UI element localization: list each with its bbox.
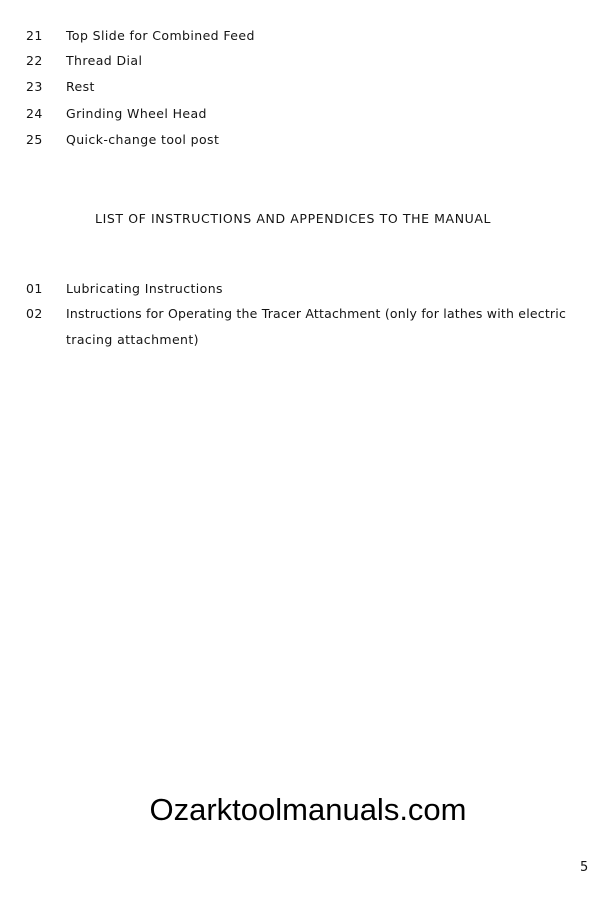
item-number: 21 xyxy=(26,28,43,43)
item-number: 02 xyxy=(26,306,43,321)
item-text: Instructions for Operating the Tracer Attachment (only for lathes with electric xyxy=(66,306,567,321)
item-number: 24 xyxy=(26,106,43,121)
item-number: 25 xyxy=(26,132,43,147)
item-text: Quick-change tool post xyxy=(66,132,220,147)
item-text: Top Slide for Combined Feed xyxy=(66,28,255,43)
item-text: Rest xyxy=(66,79,95,94)
page-number: 5 xyxy=(580,860,589,875)
item-text: Thread Dial xyxy=(66,53,143,68)
item-number: 23 xyxy=(26,79,43,94)
item-number: 01 xyxy=(26,281,43,296)
item-number: 22 xyxy=(26,53,43,68)
watermark: Ozarktoolmanuals.com xyxy=(149,792,467,827)
item-text: Lubricating Instructions xyxy=(66,281,223,296)
section-heading: LIST OF INSTRUCTIONS AND APPENDICES TO THE MANUAL xyxy=(95,211,492,226)
item-text-continuation: tracing attachment) xyxy=(66,332,199,347)
item-text: Grinding Wheel Head xyxy=(66,106,207,121)
